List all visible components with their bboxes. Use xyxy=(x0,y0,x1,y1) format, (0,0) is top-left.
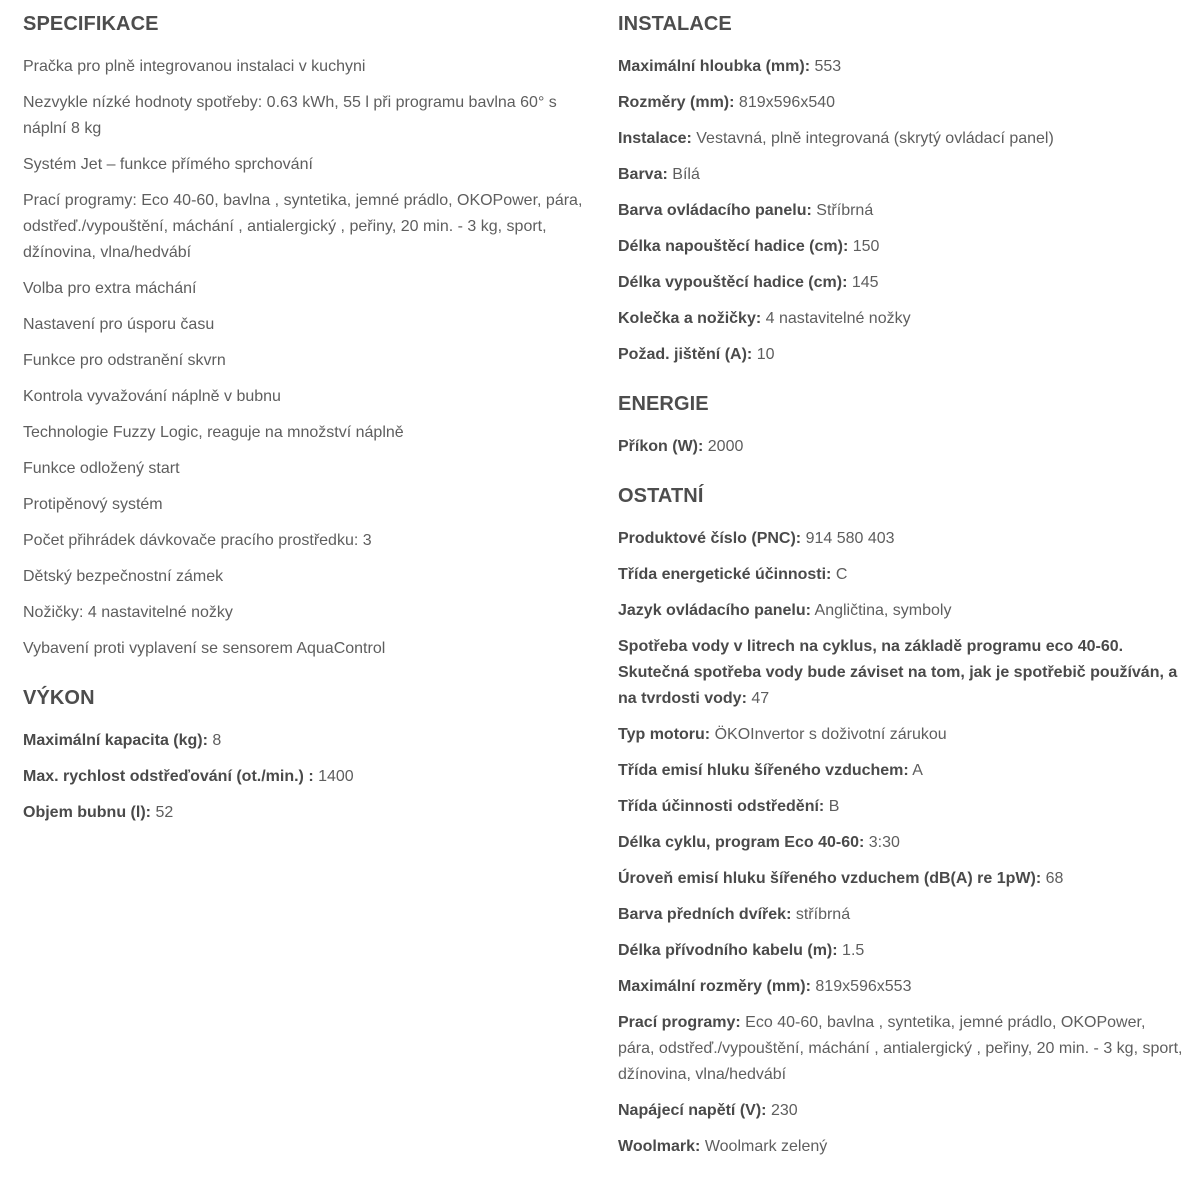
section-vykon xyxy=(23,684,593,826)
instalace-list xyxy=(618,54,1183,368)
spec-row xyxy=(618,90,1183,116)
spec-item: Nastavení pro úsporu času xyxy=(23,316,215,333)
spec-label: Třída emisí hluku šířeného vzduchem: xyxy=(618,762,909,779)
section-specifikace xyxy=(23,10,593,662)
spec-label: Délka přívodního kabelu (m): xyxy=(618,942,838,959)
spec-value: 1.5 xyxy=(842,942,865,959)
spec-item: Vybavení proti vyplavení se sensorem AquaControl xyxy=(23,640,386,657)
spec-value: 819x596x540 xyxy=(738,94,836,111)
spec-row xyxy=(618,598,1183,624)
spec-row xyxy=(618,866,1183,892)
spec-value: 52 xyxy=(155,804,174,821)
spec-label: Barva ovládacího panelu: xyxy=(618,202,812,219)
spec-value: 47 xyxy=(751,690,770,707)
spec-value: 150 xyxy=(852,238,880,255)
spec-value: Woolmark zelený xyxy=(704,1138,828,1155)
section-title-ostatni: OSTATNÍ xyxy=(618,485,704,507)
spec-label: Instalace: xyxy=(618,130,692,147)
spec-item: Funkce pro odstranění skvrn xyxy=(23,352,226,369)
energie-list xyxy=(618,434,1183,460)
spec-item: Počet přihrádek dávkovače pracího prostředku: 3 xyxy=(23,532,372,549)
spec-label: Maximální hloubka (mm): xyxy=(618,58,811,75)
spec-label: Produktové číslo (PNC): xyxy=(618,530,802,547)
spec-value: 68 xyxy=(1045,870,1064,887)
spec-value: A xyxy=(912,762,923,779)
spec-value: 8 xyxy=(212,732,222,749)
spec-item: Prací programy: Eco 40-60, bavlna , syntetika, jemné prádlo, OKOPower, pára, odstřeď./vypouštění, máchání , antialergický , peřiny, 20 min. - 3 kg, sport, džínovina, vlna/hedvábí xyxy=(23,192,583,261)
vykon-list xyxy=(23,728,593,826)
right-column xyxy=(618,10,1183,1170)
spec-row xyxy=(618,126,1183,152)
spec-item: Protipěnový systém xyxy=(23,496,163,513)
spec-value: C xyxy=(835,566,848,583)
spec-row xyxy=(618,758,1183,784)
spec-label: Barva: xyxy=(618,166,668,183)
spec-value: Eco 40-60, bavlna , syntetika, jemné prádlo, OKOPower, pára, odstřeď./vypouštění, máchání , antialergický , peřiny, 20 min. - 3 kg, sport, džínovina, vlna/hedvábí xyxy=(618,1014,1183,1083)
spec-label: Barva předních dvířek: xyxy=(618,906,792,923)
spec-label: Délka vypouštěcí hadice (cm): xyxy=(618,274,848,291)
spec-value: 10 xyxy=(756,346,775,363)
spec-item: Kontrola vyvažování náplně v bubnu xyxy=(23,388,281,405)
spec-value: ÖKOInvertor s doživotní zárukou xyxy=(714,726,947,743)
spec-row xyxy=(618,1010,1183,1088)
spec-value: 914 580 403 xyxy=(805,530,895,547)
spec-row xyxy=(618,830,1183,856)
spec-label: Prací programy: xyxy=(618,1014,741,1031)
spec-row xyxy=(618,342,1183,368)
spec-label: Max. rychlost odstřeďování (ot./min.) : xyxy=(23,768,314,785)
spec-row xyxy=(618,794,1183,820)
spec-label: Rozměry (mm): xyxy=(618,94,735,111)
spec-label: Spotřeba vody v litrech na cyklus, na základě programu eco 40-60. Skutečná spotřeba vody bude záviset na tom, jak je spotřebič používán, a na tvrdosti vody: xyxy=(618,638,1178,707)
section-title-specifikace: SPECIFIKACE xyxy=(23,13,159,35)
spec-row xyxy=(618,162,1183,188)
spec-row xyxy=(618,306,1183,332)
spec-item: Volba pro extra máchání xyxy=(23,280,197,297)
spec-row xyxy=(618,902,1183,928)
spec-label: Napájecí napětí (V): xyxy=(618,1102,767,1119)
spec-row xyxy=(23,800,593,826)
spec-label: Maximální kapacita (kg): xyxy=(23,732,208,749)
spec-label: Typ motoru: xyxy=(618,726,711,743)
section-energie xyxy=(618,390,1183,460)
spec-value: 1400 xyxy=(318,768,354,785)
spec-value: 4 nastavitelné nožky xyxy=(765,310,911,327)
spec-item: Nezvykle nízké hodnoty spotřeby: 0.63 kWh, 55 l při programu bavlna 60° s náplní 8 kg xyxy=(23,94,557,137)
spec-value: 2000 xyxy=(707,438,744,455)
spec-item: Pračka pro plně integrovanou instalaci v kuchyni xyxy=(23,58,366,75)
spec-label: Délka napouštěcí hadice (cm): xyxy=(618,238,849,255)
spec-label: Třída účinnosti odstředění: xyxy=(618,798,825,815)
specifikace-list xyxy=(23,54,593,662)
spec-item: Funkce odložený start xyxy=(23,460,180,477)
spec-value: B xyxy=(828,798,840,815)
spec-value: Angličtina, symboly xyxy=(814,602,952,619)
spec-label: Úroveň emisí hluku šířeného vzduchem (dB(A) re 1pW): xyxy=(618,870,1042,887)
spec-label: Kolečka a nožičky: xyxy=(618,310,762,327)
spec-row xyxy=(618,526,1183,552)
spec-item: Technologie Fuzzy Logic, reaguje na množství náplně xyxy=(23,424,404,441)
spec-row xyxy=(618,974,1183,1000)
spec-row xyxy=(23,764,593,790)
spec-value: Bílá xyxy=(672,166,700,183)
spec-row xyxy=(618,634,1183,712)
spec-row xyxy=(618,54,1183,80)
spec-label: Maximální rozměry (mm): xyxy=(618,978,811,995)
spec-row xyxy=(618,234,1183,260)
spec-label: Příkon (W): xyxy=(618,438,704,455)
spec-label: Požad. jištění (A): xyxy=(618,346,753,363)
section-title-vykon: VÝKON xyxy=(23,687,95,709)
spec-value: 819x596x553 xyxy=(815,978,912,995)
spec-item: Dětský bezpečnostní zámek xyxy=(23,568,224,585)
section-instalace xyxy=(618,10,1183,368)
spec-value: Stříbrná xyxy=(816,202,874,219)
section-title-instalace: INSTALACE xyxy=(618,13,732,35)
spec-row xyxy=(618,434,1183,460)
spec-item: Systém Jet – funkce přímého sprchování xyxy=(23,156,313,173)
spec-label: Třída energetické účinnosti: xyxy=(618,566,832,583)
spec-label: Woolmark: xyxy=(618,1138,701,1155)
spec-row xyxy=(618,270,1183,296)
section-title-energie: ENERGIE xyxy=(618,393,709,415)
spec-label: Objem bubnu (l): xyxy=(23,804,151,821)
left-column xyxy=(23,10,593,836)
spec-value: stříbrná xyxy=(795,906,851,923)
spec-value: Vestavná, plně integrovaná (skrytý ovládací panel) xyxy=(696,130,1054,147)
spec-value: 230 xyxy=(770,1102,798,1119)
section-ostatni xyxy=(618,482,1183,1160)
spec-row xyxy=(618,198,1183,224)
ostatni-list xyxy=(618,526,1183,1160)
spec-value: 145 xyxy=(851,274,879,291)
spec-row xyxy=(618,562,1183,588)
spec-label: Délka cyklu, program Eco 40-60: xyxy=(618,834,865,851)
spec-label: Jazyk ovládacího panelu: xyxy=(618,602,811,619)
spec-value: 553 xyxy=(814,58,842,75)
spec-row xyxy=(618,722,1183,748)
spec-row xyxy=(618,1098,1183,1124)
spec-row xyxy=(618,1134,1183,1160)
spec-item: Nožičky: 4 nastavitelné nožky xyxy=(23,604,233,621)
spec-value: 3:30 xyxy=(868,834,900,851)
spec-row xyxy=(23,728,593,754)
spec-row xyxy=(618,938,1183,964)
